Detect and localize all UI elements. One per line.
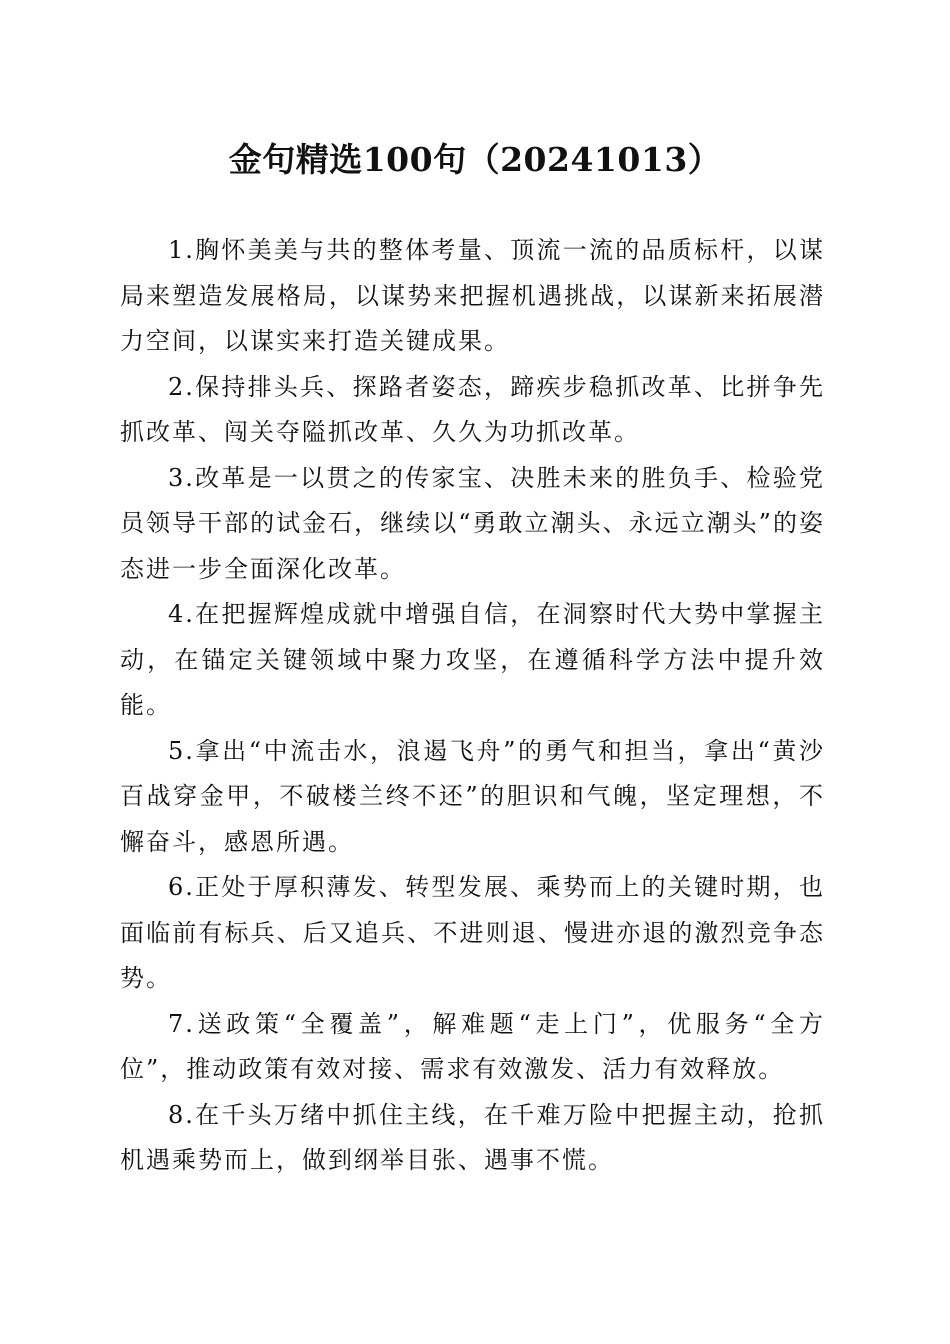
quote-paragraph-8: 8.在千头万绪中抓住主线，在千难万险中把握主动，抢抓机遇乘势而上，做到纲举目张、遇事不慌。 [120, 1100, 825, 1174]
quote-paragraph-2: 2.保持排头兵、探路者姿态，蹄疾步稳抓改革、比拼争先抓改革、闯关夺隘抓改革、久久为功抓改革。 [120, 372, 825, 446]
document-title: 金句精选100句（20241013） [228, 140, 722, 179]
quote-paragraph-3: 3.改革是一以贯之的传家宝、决胜未来的胜负手、检验党员领导干部的试金石，继续以“勇敢立潮头、永远立潮头”的姿态进一步全面深化改革。 [120, 463, 825, 583]
quote-paragraph-1: 1.胸怀美美与共的整体考量、顶流一流的品质标杆，以谋局来塑造发展格局，以谋势来把握机遇挑战，以谋新来拓展潜力空间，以谋实来打造关键成果。 [120, 236, 825, 355]
quote-paragraph-6: 6.正处于厚积薄发、转型发展、乘势而上的关键时期，也面临前有标兵、后又追兵、不进则退、慢进亦退的激烈竞争态势。 [120, 873, 825, 992]
document-body [120, 228, 825, 1184]
quote-paragraph-5: 5.拿出“中流击水，浪遏飞舟”的勇气和担当，拿出“黄沙百战穿金甲，不破楼兰终不还”的胆识和气魄，坚定理想，不懈奋斗，感恩所遇。 [120, 736, 825, 856]
quote-paragraph-7: 7.送政策“全覆盖”，解难题“走上门”，优服务“全方位”，推动政策有效对接、需求有效激发、活力有效释放。 [120, 1009, 825, 1083]
quote-paragraph-4: 4.在把握辉煌成就中增强自信，在洞察时代大势中掌握主动，在锚定关键领域中聚力攻坚，在遵循科学方法中提升效能。 [120, 600, 825, 719]
